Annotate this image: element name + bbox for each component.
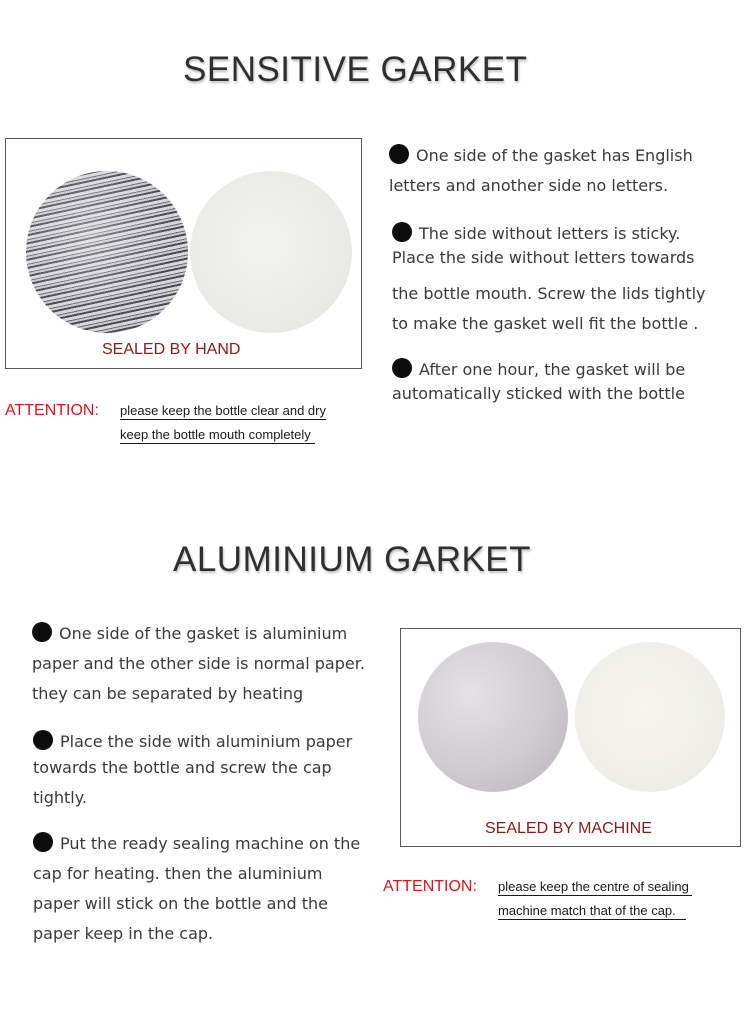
attention-label: ATTENTION: xyxy=(383,878,477,895)
bullet-line: tightly. xyxy=(33,788,88,807)
section-title-sensitive: SENSITIVE GARKET xyxy=(183,50,528,89)
attention-line: please keep the centre of sealing xyxy=(498,879,692,896)
bullet-item xyxy=(33,829,398,949)
attention-line: keep the bottle mouth completely xyxy=(120,427,315,444)
bullet-line: One side of the gasket has English xyxy=(416,146,693,165)
bullet-line: to make the gasket well fit the bottle . xyxy=(392,314,699,333)
bullet-dot-icon xyxy=(32,622,52,642)
sealed-by-hand-panel xyxy=(5,138,362,369)
sealed-by-machine-panel xyxy=(400,628,741,847)
lettered-gasket-image xyxy=(26,171,188,333)
section-title-aluminium: ALUMINIUM GARKET xyxy=(173,540,532,579)
bullet-line: Put the ready sealing machine on the xyxy=(60,834,361,853)
bullet-line: Place the side with aluminium paper xyxy=(60,732,353,751)
bullet-dot-icon xyxy=(392,358,412,378)
bullet-dot-icon xyxy=(389,144,409,164)
panel-label-machine: SEALED BY MACHINE xyxy=(485,820,652,837)
bullet-line: One side of the gasket is aluminium xyxy=(59,624,348,643)
bullet-item xyxy=(32,619,397,709)
bullet-dot-icon xyxy=(33,832,53,852)
bullet-line: towards the bottle and screw the cap xyxy=(33,758,332,777)
bullet-line: paper will stick on the bottle and the xyxy=(33,894,329,913)
bullet-item xyxy=(392,358,747,406)
sticky-gasket-image xyxy=(190,171,352,333)
bullet-item xyxy=(389,141,744,201)
bullet-dot-icon xyxy=(392,222,412,242)
attention-line: machine match that of the cap. xyxy=(498,903,686,920)
bullet-item xyxy=(392,219,747,339)
bullet-line: they can be separated by heating xyxy=(32,684,304,703)
paper-gasket-image xyxy=(575,642,725,792)
bullet-line: paper keep in the cap. xyxy=(33,924,214,943)
attention-line: please keep the bottle clear and dry xyxy=(120,403,326,418)
bullet-dot-icon xyxy=(33,730,53,750)
attention-label: ATTENTION: xyxy=(5,402,99,419)
bullet-line: Place the side without letters towards xyxy=(392,248,695,267)
bullet-item xyxy=(33,729,398,807)
bullet-line: letters and another side no letters. xyxy=(389,176,669,195)
bullet-line: automatically sticked with the bottle xyxy=(392,384,685,403)
bullet-line: the bottle mouth. Screw the lids tightly xyxy=(392,284,706,303)
aluminium-gasket-image xyxy=(418,642,568,792)
bullet-line: After one hour, the gasket will be xyxy=(419,360,686,379)
panel-label-hand: SEALED BY HAND xyxy=(102,341,241,358)
bullet-line: paper and the other side is normal paper. xyxy=(32,654,365,673)
bullet-line: The side without letters is sticky. xyxy=(419,224,681,243)
bullet-line: cap for heating. then the aluminium xyxy=(33,864,323,883)
